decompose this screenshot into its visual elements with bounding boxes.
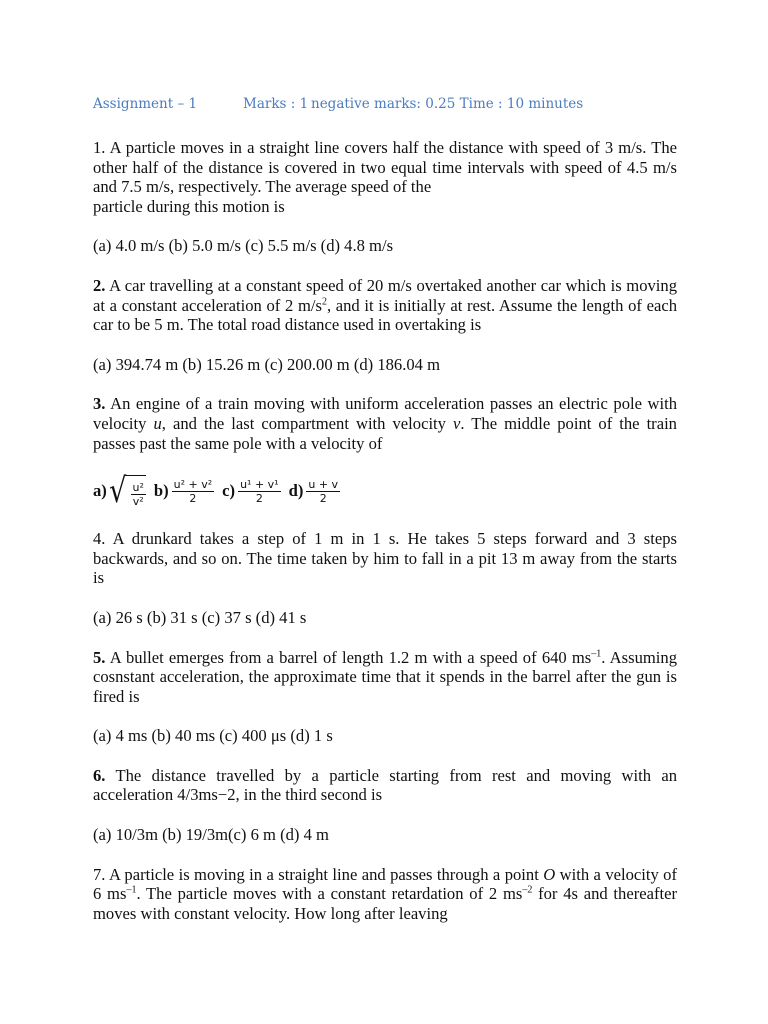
question-number: 7. <box>93 864 106 884</box>
superscript: 2 <box>321 296 327 308</box>
denominator: 2 <box>255 491 263 505</box>
question-1-options: (a) 4.0 m/s (b) 5.0 m/s (c) 5.5 m/s (d) 4.8 m/s <box>93 236 394 256</box>
superscript: –1 <box>591 647 602 659</box>
denominator: 2 <box>189 491 197 505</box>
question-text: A car travelling at a constant speed of 20 m/s overtaked another car which is moving at a constant acceleration of 2 m/s <box>93 275 677 315</box>
question-text-continued: . The middle point of the train passes past the same pole with a velocity of <box>93 413 677 453</box>
option-b <box>154 478 214 505</box>
question-text-continued: . The particle moves with a constant retardation of 2 ms <box>136 884 523 904</box>
question-2-options: (a) 394.74 m (b) 15.26 m (c) 200.00 m (d) 186.04 m <box>93 354 441 374</box>
question-1 <box>93 138 677 216</box>
fraction <box>306 478 340 505</box>
option-d <box>289 478 340 505</box>
numerator: u² <box>132 480 144 494</box>
superscript: –2 <box>522 884 533 896</box>
superscript: –1 <box>126 884 137 896</box>
question-text-continued: for 4s and thereafter moves with constant velocity. How long after leaving <box>93 884 677 923</box>
question-6 <box>93 766 677 805</box>
radical-sign: √ <box>108 471 127 512</box>
question-number: 6. <box>93 765 106 785</box>
question-text-continued: , and it is initially at rest. Assume the length of each car to be 5 m. The total road distance used in overtaking is <box>93 295 677 335</box>
option-label: b) <box>153 481 169 501</box>
question-number: 4. <box>93 529 106 549</box>
option-label: c) <box>222 481 236 501</box>
document-page <box>93 96 677 923</box>
question-number: 2. <box>93 275 106 295</box>
marks-label: Marks : 1 <box>243 96 309 112</box>
question-text-continued: with a velocity of 6 ms <box>93 864 678 904</box>
question-text: An engine of a train moving with uniform acceleration passes an electric pole with velocity <box>93 394 678 433</box>
negative-marks-time-label: negative marks: 0.25 Time : 10 minutes <box>311 96 584 112</box>
variable-v: v <box>453 413 461 433</box>
question-4 <box>93 529 677 588</box>
fraction <box>238 478 281 505</box>
denominator: v² <box>132 494 144 508</box>
question-number: 3. <box>93 394 106 414</box>
question-text-continued: . Assuming cosnstant acceleration, the approximate time that it spends in the barrel after the gun is fired is <box>93 647 677 706</box>
question-text: A bullet emerges from a barrel of length 1.2 m with a speed of 640 ms <box>109 647 592 667</box>
question-text-continued: particle during this motion is <box>93 196 285 216</box>
question-text-continued: , and the last compartment with velocity <box>161 413 446 433</box>
question-5 <box>93 648 677 707</box>
option-a <box>93 471 146 512</box>
denominator: 2 <box>319 491 327 505</box>
numerator: u² + v² <box>173 477 213 491</box>
question-text: A drunkard takes a step of 1 m in 1 s. He takes 5 steps forward and 3 steps backwards, and so on. The time taken by him to fall in a pit 13 m away from the starts is <box>93 529 677 588</box>
square-root <box>107 471 146 512</box>
variable-u: u <box>153 413 162 433</box>
question-3-options <box>93 467 677 515</box>
numerator: u + v <box>308 477 339 491</box>
option-c <box>222 478 280 505</box>
fraction <box>172 478 215 505</box>
option-label: d) <box>288 481 304 501</box>
question-text: A particle is moving in a straight line and passes through a point <box>108 864 539 884</box>
variable-o: O <box>543 864 556 884</box>
question-4-options: (a) 26 s (b) 31 s (c) 37 s (d) 41 s <box>93 607 307 627</box>
question-5-options: (a) 4 ms (b) 40 ms (c) 400 μs (d) 1 s <box>93 726 333 746</box>
question-text: A particle moves in a straight line covers half the distance with speed of 3 m/s. The other half of the distance is covered in two equal time intervals with speed of 4.5 m/s and 7.5 m/s, respectively. The average speed of the <box>93 138 677 197</box>
fraction <box>131 481 146 508</box>
question-2 <box>93 276 677 335</box>
option-label: a) <box>93 481 107 501</box>
assignment-header <box>93 96 677 120</box>
question-3 <box>93 394 677 453</box>
question-text: The distance travelled by a particle starting from rest and moving with an acceleration 4/3ms−2, in the third second is <box>93 765 677 805</box>
question-number: 5. <box>93 647 106 667</box>
question-6-options: (a) 10/3m (b) 19/3m(c) 6 m (d) 4 m <box>93 825 329 845</box>
assignment-title: Assignment – 1 <box>93 96 198 112</box>
question-7 <box>93 865 677 924</box>
numerator: u¹ + v¹ <box>240 477 279 491</box>
question-number: 1. <box>93 138 106 157</box>
